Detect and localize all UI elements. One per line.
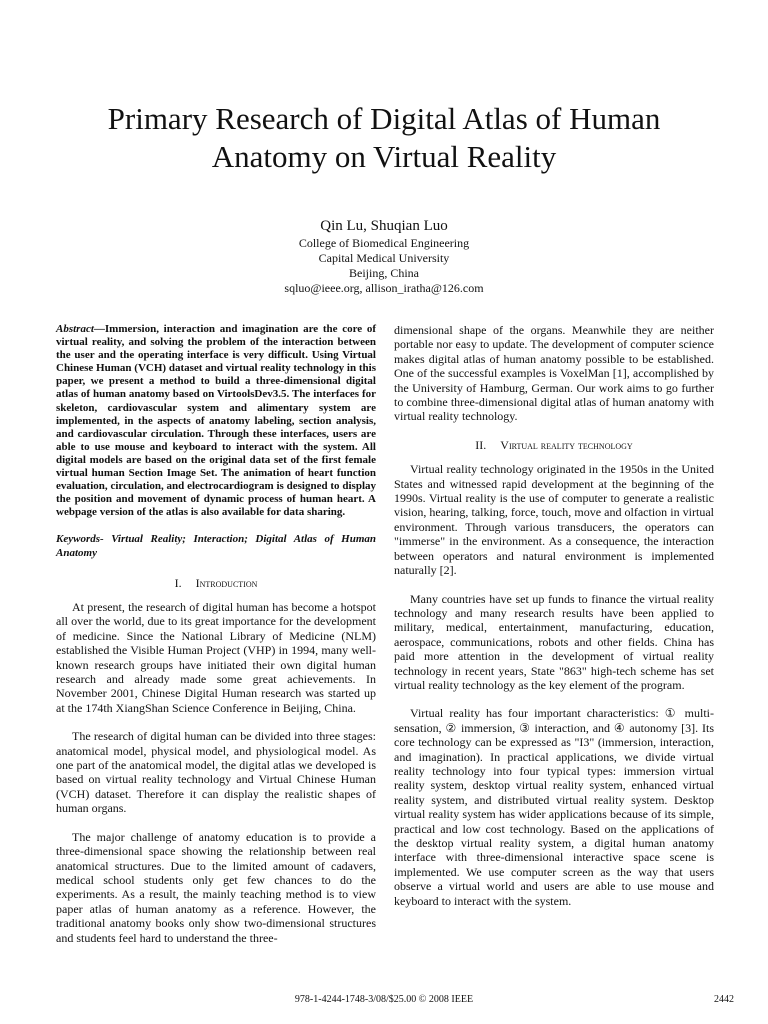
author-emails: sqluo@ieee.org, allison_iratha@126.com bbox=[284, 281, 484, 295]
paper-title bbox=[40, 100, 728, 176]
title-line-2: Anatomy on Virtual Reality bbox=[211, 139, 557, 174]
paragraph: Many countries have set up funds to finance the virtual reality technology and many research results have been applied to military, medical, entertainment, manufacturing, education, aerospace, communications, robots and other fields. China has paid more attention in the development of virtual reality technology in recent years, State "863" high-tech scheme has set virtual reality technology as the key element of the program. bbox=[394, 591, 714, 692]
abstract-label: Abstract bbox=[56, 323, 94, 335]
paragraph: The major challenge of anatomy education is to provide a three-dimensional space showing the relationship between real anatomical structures. Due to the limited amount of cadavers, medical school students only get few chances to do the experiments. As a result, the mainly teaching method is to view paper atlas of human anatomy as a reference. However, the traditional anatomy books only show two-dimensional structures and students feel hard to understand the three- bbox=[56, 829, 376, 945]
copyright-footer: 978-1-4244-1748-3/08/$25.00 © 2008 IEEE bbox=[294, 994, 474, 1005]
keywords: Keywords- Virtual Reality; Interaction; Digital Atlas of Human Anatomy bbox=[56, 533, 376, 559]
left-column bbox=[56, 323, 376, 959]
page-number: 2442 bbox=[714, 994, 734, 1005]
paragraph: Virtual reality has four important characteristics: ① multi-sensation, ② immersion, ③ interaction, and ④ autonomy [3]. Its core technology can be expressed as "I3" (immersion, interaction, and imagination). In practical applications, we divide virtual reality technology into four typical types: immersion virtual reality system, desktop virtual reality system, enhanced virtual reality system, and distributed virtual reality system. Desktop virtual reality system has wider applications because of its simple, practical and low cost technology. Based on the applications of the desktop virtual reality system, a digital human anatomy interface with three-dimensional interactive space scene is implemented. We use computer screen as the way that users observe a virtual world and users are able to use mouse and keyboard to interact with the system. bbox=[394, 706, 714, 908]
paragraph: Virtual reality technology originated in the 1950s in the United States and witnessed rapid development at the beginning of the 1990s. Virtual reality is the use of computer to generate a realistic vision, hearing, talking, force, touch, move and olfaction in virtual environment. Through various transducers, the operators can "immerse" in the environment. As a consequence, the interaction between operators and natural environment is implemented naturally [2]. bbox=[394, 462, 714, 578]
section-number: I. bbox=[174, 575, 182, 590]
affiliation-line: Beijing, China bbox=[349, 266, 419, 280]
affiliation-line: Capital Medical University bbox=[318, 251, 450, 265]
section-number: II. bbox=[475, 437, 487, 452]
section-title: Virtual reality technology bbox=[500, 437, 633, 452]
right-column bbox=[394, 323, 714, 922]
paragraph: The research of digital human can be divided into three stages: anatomical model, physical model, and physiological model. As one part of the anatomical model, the digital atlas we developed is based on virtual reality technology and Virtual Chinese Human (VCH) dataset. Therefore it can display the realistic shapes of human organs. bbox=[56, 729, 376, 816]
author-names: Qin Lu, Shuqian Luo bbox=[320, 218, 448, 234]
section-heading-virtual-reality bbox=[394, 438, 714, 452]
abstract-text: —Immersion, interaction and imagination are the core of virtual reality, and solving the problem of the interaction between the user and the operating interface is very difficult. Using Virtual Chinese Human (VCH) dataset and virtual reality technology in this paper, we present a method to build a three-dimensional digital atlas of human anatomy based on VirtoolsDev3.5. The interfaces for skeleton, cardiovascular system and alimentary system are implemented, in the aspects of anatomy labeling, section analysis, and cardiovascular circulation. Through these interfaces, users are able to use mouse and keyboard to interact with the system. All digital models are based on the original data set of the first female virtual human Section Image Set. The animation of heart function evaluation, circulation, and electrocardiogram is designed to display the position and movement of dynamic process of human heart. A webpage version of the atlas is also available for data sharing. bbox=[56, 323, 376, 519]
abstract bbox=[56, 323, 376, 519]
affiliation-line: College of Biomedical Engineering bbox=[298, 236, 470, 250]
title-line-1: Primary Research of Digital Atlas of Human bbox=[107, 101, 661, 136]
author-affiliation bbox=[40, 236, 728, 296]
paragraph: dimensional shape of the organs. Meanwhile they are neither portable nor easy to update. The development of computer science makes digital atlas of human anatomy possible to be established. One of the successful examples is VoxelMan [1], accomplished by the University of Hamburg, German. Our work aims to go further to combine three-dimensional digital atlas of human anatomy with virtual reality technology. bbox=[394, 323, 714, 424]
section-title: Introduction bbox=[195, 575, 258, 590]
section-heading-introduction bbox=[56, 576, 376, 590]
paragraph: At present, the research of digital human has become a hotspot all over the world, due to its great importance for the development of medicine. Since the National Library of Medicine (NLM) established the Visible Human Project (VHP) in 1994, many well-known research groups have initiated their own digital human research and already made some great achievements. In November 2001, Chinese Digital Human research was started up at the 174th XiangShan Science Conference in Beijing, China. bbox=[56, 600, 376, 715]
